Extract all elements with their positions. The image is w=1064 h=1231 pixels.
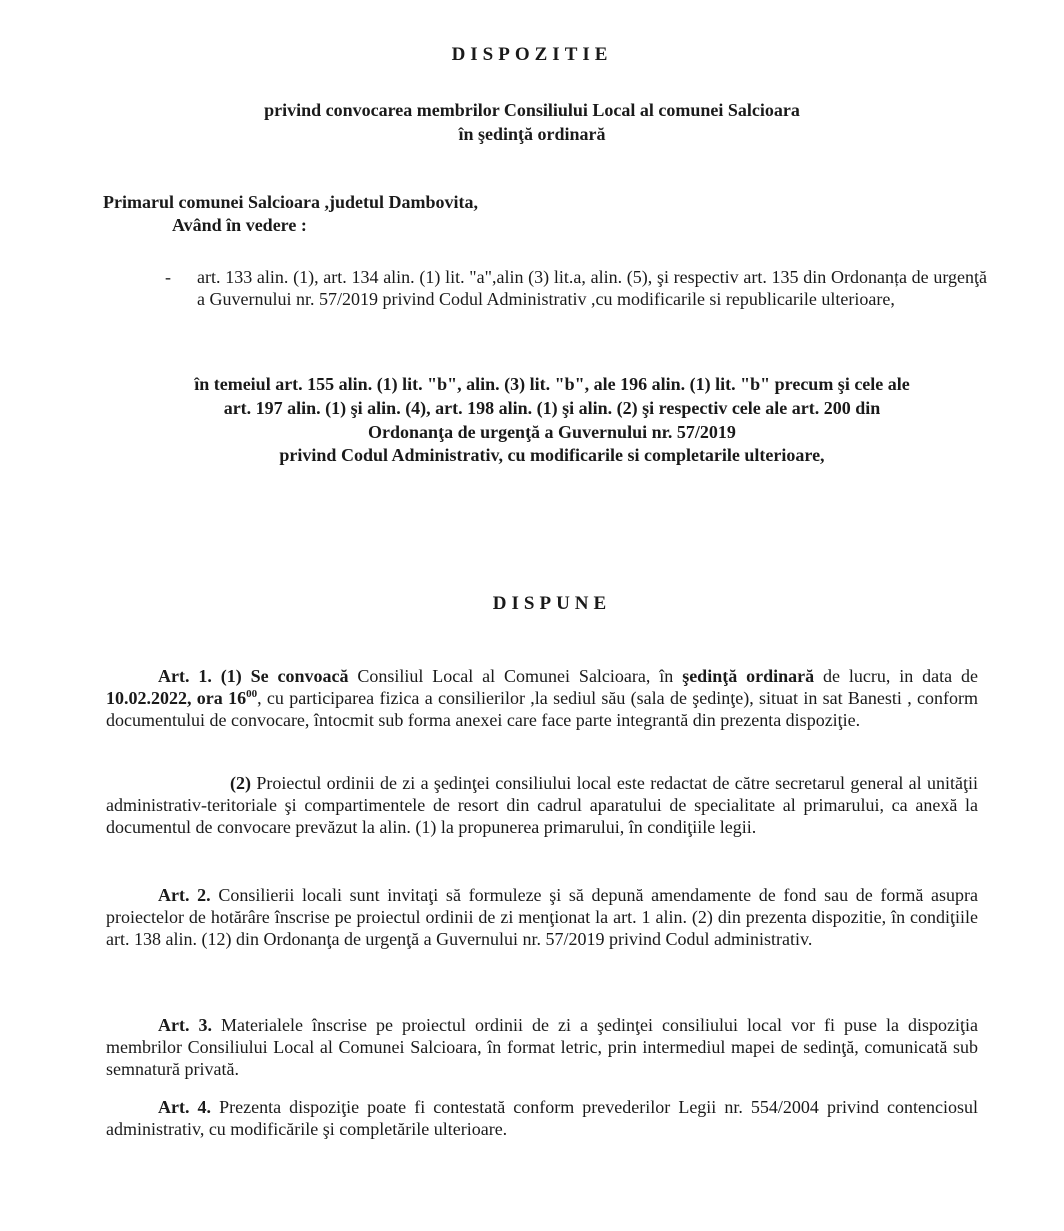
subtitle-line-1: privind convocarea membrilor Consiliului Local al comunei Salcioara <box>264 100 800 120</box>
legal-basis-line-4: privind Codul Administrativ, cu modificarile si completarile ulterioare, <box>279 445 825 465</box>
article-1-paragraph-1: Art. 1. (1) Se convoacă Consiliul Local al Comunei Salcioara, în şedinţă ordinară de lucru, in data de 10.02.2022, ora $16^{00}$, cu participarea fizica a consilierilor ,la sediul său (sala de şedinţe), situat in sat Banesti , conform documentului de convocare, întocmit sub forma anexei care face parte integrantă din prezenta dispoziţie. <box>106 666 979 730</box>
article-1-2-label: (2) <box>230 773 251 793</box>
article-4-label: Art. 4. <box>158 1097 212 1117</box>
article-2-label: Art. 2. <box>158 885 211 905</box>
subtitle-line-2: în şedinţă ordinară <box>458 124 606 144</box>
bullet-dash: - <box>165 267 171 287</box>
legal-basis-line-2: art. 197 alin. (1) şi alin. (4), art. 198 alin. (1) şi alin. (2) şi respectiv cele ale art. 200 din <box>223 398 881 418</box>
article-3-label: Art. 3. <box>158 1015 212 1035</box>
article-2: Art. 2. Consilierii locali sunt invitaţi să formuleze şi să depună amendamente de fond sau de formă asupra proiectelor de hotărâre înscrise pe proiectul ordinii de zi menţionat la art. 1 alin. (2) din prezenta dispozitie, în condiţiile art. 138 alin. (12) din Ordonanţa de urgenţă a Guvernului nr. 57/2019 privind Codul administrativ. <box>106 885 978 949</box>
legal-basis-line-1: în temeiul art. 155 alin. (1) lit. "b", alin. (3) lit. "b", ale 196 alin. (1) lit. "b" precum şi cele ale <box>194 374 910 394</box>
article-1-label: Art. 1. (1) Se convoacă <box>158 666 349 686</box>
meeting-date: 10.02.2022, ora 16 <box>106 688 247 708</box>
article-1-paragraph-2: (2) Proiectul ordinii de zi a şedinţei consiliului local este redactat de către secretarul general al unităţii administrativ-teritoriale şi compartimentele de resort din cadrul aparatului de specialitate al primarului, ca anexă la documentul de convocare prevăzut la alin. (1) la propunerea primarului, în condiţiile legii. <box>106 773 978 837</box>
issuer-line: Primarul comunei Salcioara ,judetul Dambovita, <box>103 192 478 212</box>
dispune-heading: DISPUNE <box>492 593 612 614</box>
legal-basis-line-3: Ordonanţa de urgenţă a Guvernului nr. 57/2019 <box>368 422 736 442</box>
article-4: Art. 4. Prezenta dispoziţie poate fi contestată conform prevederilor Legii nr. 554/2004 privind contenciosul administrativ, cu modificările şi completările ulterioare. <box>106 1097 979 1139</box>
considering-line: Având în vedere : <box>172 215 307 235</box>
legal-reference-bullet: art. 133 alin. (1), art. 134 alin. (1) lit. "a",alin (3) lit.a, alin. (5), şi respectiv art. 135 din Ordonanța de urgenţă a Guvernului nr. 57/2019 privind Codul Administrativ ,cu modificarile si republicarile ulterioare, <box>197 267 987 309</box>
document-title: DISPOZITIE <box>451 44 613 65</box>
article-3: Art. 3. Materialele înscrise pe proiectul ordinii de zi a şedinţei consiliului local vor fi puse la dispoziţia membrilor Consiliului Local al Comunei Salcioara, în format letric, prin intermediul mapei de sedinţă, comunicată sub semnatură privată. <box>106 1015 978 1079</box>
